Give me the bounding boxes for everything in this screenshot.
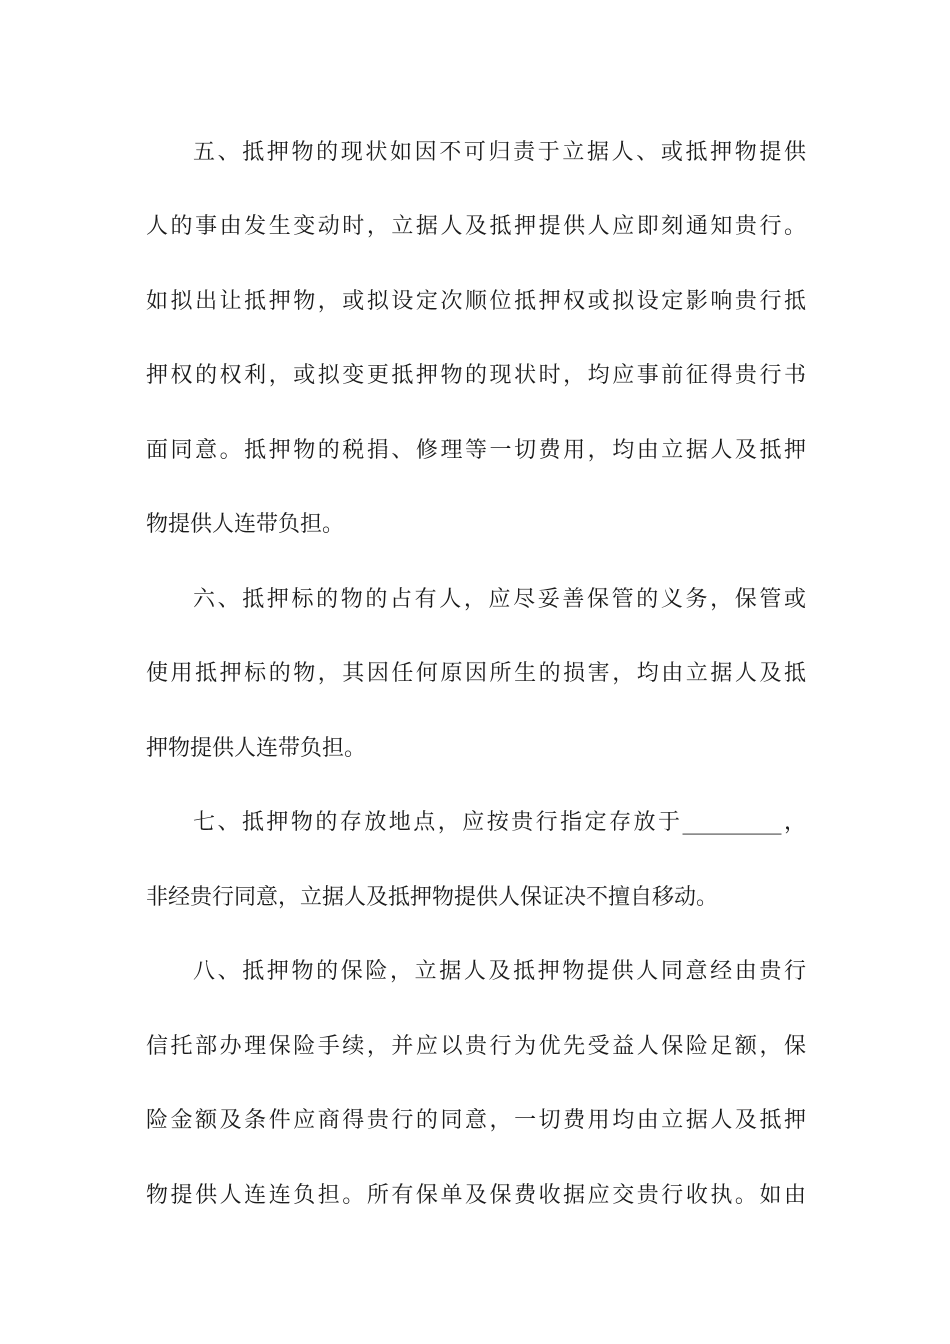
paragraph-6-line-2: 使用抵押标的物，其因任何原因所生的损害，均由立据人及抵 — [146, 661, 806, 686]
paragraph-7-line-2: 非经贵行同意，立据人及抵押物提供人保证决不擅自移动。 — [146, 885, 719, 910]
paragraph-5-line-2: 人的事由发生变动时，立据人及抵押提供人应即刻通知贵行。 — [146, 214, 806, 239]
paragraph-7-line-1: 七、抵押物的存放地点，应按贵行指定存放于_________， — [193, 810, 806, 835]
paragraph-5-line-4: 押权的权利，或拟变更抵押物的现状时，均应事前征得贵行书 — [146, 363, 806, 388]
paragraph-8-line-1: 八、抵押物的保险，立据人及抵押物提供人同意经由贵行 — [193, 959, 806, 984]
paragraph-8-line-4: 物提供人连连负担。所有保单及保费收据应交贵行收执。如由 — [146, 1183, 806, 1208]
paragraph-6-line-3: 押物提供人连带负担。 — [146, 736, 367, 761]
paragraph-5-line-1: 五、抵押物的现状如因不可归责于立据人、或抵押物提供 — [193, 140, 806, 165]
paragraph-5-line-5: 面同意。抵押物的税捐、修理等一切费用，均由立据人及抵押 — [146, 438, 806, 463]
paragraph-8-line-3: 险金额及条件应商得贵行的同意，一切费用均由立据人及抵押 — [146, 1108, 806, 1133]
paragraph-8-line-2: 信托部办理保险手续，并应以贵行为优先受益人保险足额，保 — [146, 1034, 806, 1059]
paragraph-5-line-6: 物提供人连带负担。 — [146, 512, 345, 537]
paragraph-5-line-3: 如拟出让抵押物，或拟设定次顺位抵押权或拟设定影响贵行抵 — [146, 289, 806, 314]
paragraph-6-line-1: 六、抵押标的物的占有人，应尽妥善保管的义务，保管或 — [193, 587, 806, 612]
